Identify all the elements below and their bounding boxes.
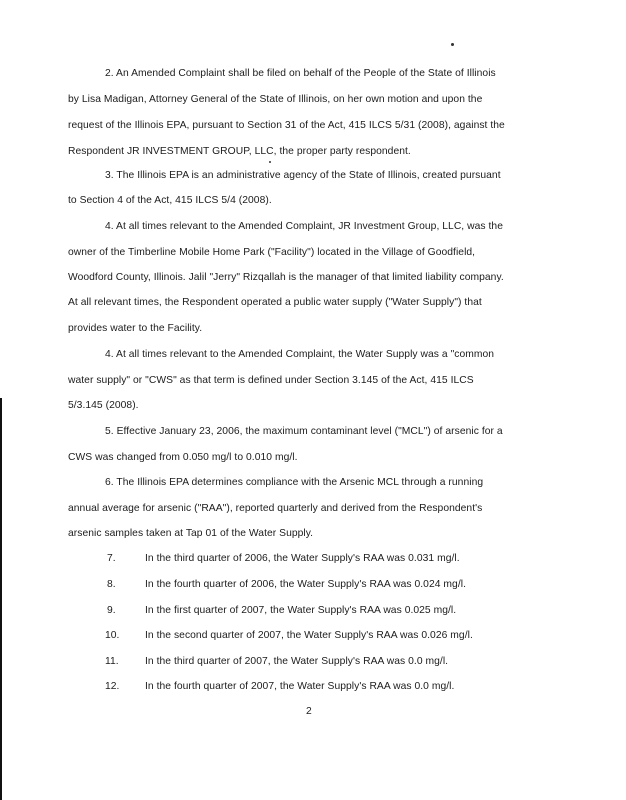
page-number: 2 xyxy=(306,706,312,717)
para-4b-line-1: 4. At all times relevant to the Amended Complaint, the Water Supply was a "common xyxy=(105,349,495,360)
para-3-line-1: 3. The Illinois EPA is an administrative agency of the State of Illinois, created pursuant xyxy=(105,170,501,181)
item-text: In the second quarter of 2007, the Water Supply's RAA was 0.026 mg/l. xyxy=(145,630,473,641)
scan-speck xyxy=(269,161,271,163)
para-4-line-4: At all relevant times, the Respondent operated a public water supply ("Water Supply") that xyxy=(68,297,482,308)
para-2-line-2: by Lisa Madigan, Attorney General of the State of Illinois, on her own motion and upon the xyxy=(68,94,483,105)
para-6-line-3: arsenic samples taken at Tap 01 of the Water Supply. xyxy=(68,528,314,539)
para-4-line-1: 4. At all times relevant to the Amended Complaint, JR Investment Group, LLC, was the xyxy=(105,221,503,232)
para-4-line-3: Woodford County, Illinois. Jalil "Jerry" Rizqallah is the manager of that limited liability company. xyxy=(68,272,504,283)
para-2-line-1: 2. An Amended Complaint shall be filed on behalf of the People of the State of Illinois xyxy=(105,68,496,79)
para-4-line-5: provides water to the Facility. xyxy=(68,323,203,334)
para-4-line-2: owner of the Timberline Mobile Home Park ("Facility") located in the Village of Goodfield, xyxy=(68,247,476,258)
item-number: 9. xyxy=(107,605,116,616)
item-text: In the third quarter of 2006, the Water Supply's RAA was 0.031 mg/l. xyxy=(145,553,460,564)
para-5-line-2: CWS was changed from 0.050 mg/l to 0.010 mg/l. xyxy=(68,452,298,463)
item-text: In the first quarter of 2007, the Water Supply's RAA was 0.025 mg/l. xyxy=(145,605,457,616)
para-2-line-4: Respondent JR INVESTMENT GROUP, LLC, the proper party respondent. xyxy=(68,146,411,157)
para-5-line-1: 5. Effective January 23, 2006, the maximum contaminant level ("MCL") of arsenic for a xyxy=(105,426,503,437)
item-text: In the fourth quarter of 2007, the Water Supply's RAA was 0.0 mg/l. xyxy=(145,681,455,692)
para-4b-line-2: water supply" or "CWS" as that term is defined under Section 3.145 of the Act, 415 ILCS xyxy=(68,375,474,386)
para-3-line-2: to Section 4 of the Act, 415 ILCS 5/4 (2008). xyxy=(68,195,272,206)
item-number: 8. xyxy=(107,579,116,590)
para-2-line-3: request of the Illinois EPA, pursuant to Section 31 of the Act, 415 ILCS 5/31 (2008), against the xyxy=(68,120,505,131)
item-number: 11. xyxy=(105,656,119,667)
item-number: 10. xyxy=(105,630,120,641)
para-4b-line-3: 5/3.145 (2008). xyxy=(68,400,139,411)
scan-speck xyxy=(451,43,454,46)
item-number: 12. xyxy=(105,681,120,692)
scan-edge xyxy=(0,398,2,800)
item-number: 7. xyxy=(107,553,116,564)
item-text: In the third quarter of 2007, the Water Supply's RAA was 0.0 mg/l. xyxy=(145,656,449,667)
para-6-line-2: annual average for arsenic ("RAA"), reported quarterly and derived from the Respondent's xyxy=(68,503,483,514)
para-6-line-1: 6. The Illinois EPA determines compliance with the Arsenic MCL through a running xyxy=(105,477,484,488)
item-text: In the fourth quarter of 2006, the Water Supply's RAA was 0.024 mg/l. xyxy=(145,579,466,590)
